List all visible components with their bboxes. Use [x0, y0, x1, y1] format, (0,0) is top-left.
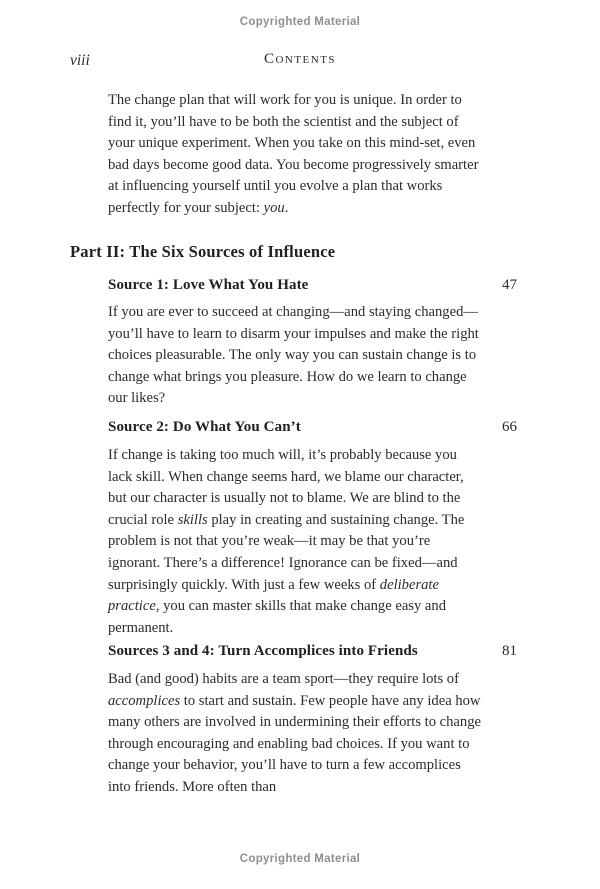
page-number-folio: viii	[70, 52, 90, 69]
intro-paragraph: The change plan that will work for you is unique. In order to find it, you’ll have to be both the scientist and the subject of your unique experiment. When you take on this mind-set, even bad days become good data. You become progressively smarter at influencing yourself until you evolve a plan that works perfectly for your subject: you.	[108, 92, 479, 216]
copyright-notice-bottom: Copyrighted Material	[239, 853, 361, 865]
toc-entry-title: Sources 3 and 4: Turn Accomplices into Friends	[108, 643, 418, 659]
toc-entry-summary: Bad (and good) habits are a team sport—they require lots of accomplices to start and sustain. Few people have any idea how many others are involved in undermining their efforts to change through encouraging and enabling bad choices. If you want to change your behavior, you’ll have to turn a few accomplices into friends. More often than	[108, 671, 481, 795]
part-heading: Part II: The Six Sources of Influence	[70, 242, 336, 261]
copyright-notice-top: Copyrighted Material	[239, 16, 361, 28]
toc-entry-title: Source 1: Love What You Hate	[108, 277, 309, 293]
running-head-title: Contents	[263, 51, 337, 67]
toc-entry	[108, 419, 517, 436]
toc-entry-summary: If you are ever to succeed at changing—and staying changed—you’ll have to learn to disarm your impulses and make the right choices pleasurable. The only way you can sustain change is to change what brings you pleasure. How do we learn to change our likes?	[108, 304, 479, 407]
toc-entry-page-number: 81	[502, 643, 517, 659]
toc-entry	[108, 277, 517, 294]
toc-entry-title: Source 2: Do What You Can’t	[108, 419, 301, 435]
toc-entry-page-number: 66	[502, 419, 517, 435]
toc-entry-summary: If change is taking too much will, it’s probably because you lack skill. When change seems hard, we blame our character, but our character is usually not to blame. We are blind to the crucial role skills play in creating and sustaining change. The problem is not that you’re weak—it may be that you’re ignorant. There’s a difference! Ignorance can be fixed—and surprisingly quickly. With just a few weeks of deliberate practice, you can master skills that make change easy and permanent.	[108, 447, 465, 636]
toc-entry-page-number: 47	[502, 277, 517, 293]
toc-entry	[108, 643, 517, 660]
running-head	[0, 51, 600, 73]
